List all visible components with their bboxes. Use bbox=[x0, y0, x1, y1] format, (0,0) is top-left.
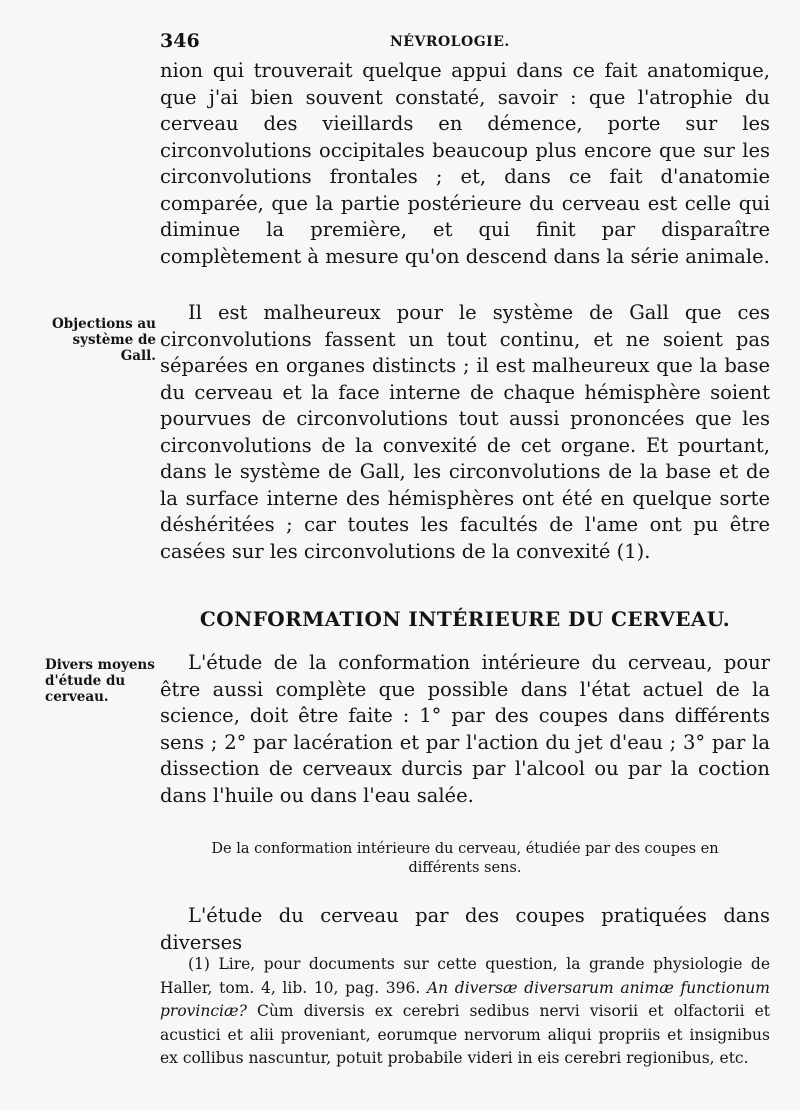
page-header bbox=[160, 30, 770, 58]
footnote-lead: (1) Lire, pour documents sur cette question, la grande physiologie de Haller, tom. 4, lib. 10, pag. 396. bbox=[160, 955, 770, 997]
margin-note-gall-objections: Objections au système de Gall. bbox=[52, 316, 156, 364]
footnote bbox=[160, 953, 770, 1071]
subheading: De la conformation intérieure du cerveau, étudiée par des coupes en différents sens. bbox=[211, 841, 719, 876]
margin-note-study-methods: Divers moyens d'étude du cerveau. bbox=[45, 657, 155, 705]
page-number: 346 bbox=[160, 30, 200, 52]
paragraph-4: L'étude du cerveau par des coupes pratiquées dans diverses bbox=[160, 904, 770, 954]
footnote-rest: Cùm diversis ex cerebri sedibus nervi visorii et olfactorii et acustici et alii proveniant, eorumque nervorum aliqui propriis et insignibus ex collibus nascuntur, potuit probabile videri in eis cerebri regionibus, etc. bbox=[160, 1002, 770, 1067]
section-heading: CONFORMATION INTÉRIEURE DU CERVEAU. bbox=[199, 607, 731, 631]
paragraph-3: L'étude de la conformation intérieure du cerveau, pour être aussi complète que possible dans l'état actuel de la science, doit être faite : 1° par des coupes dans différents sens ; 2° par lacération et par l'action du jet d'eau ; 3° par la dissection de cerveaux durcis par l'alcool ou par la coction dans l'huile ou dans l'eau salée. bbox=[160, 651, 770, 807]
paragraph-1: nion qui trouverait quelque appui dans ce fait anatomique, que j'ai bien souvent constaté, savoir : que l'atrophie du cerveau des vieillards en démence, porte sur les circonvolutions occipitales beaucoup plus encore que sur les circonvolutions frontales ; et, dans ce fait d'anatomie comparée, que la partie postérieure du cerveau est celle qui diminue la première, et qui finit par disparaître complètement à mesure qu'on descend dans la série animale. bbox=[160, 59, 770, 268]
running-head: NÉVROLOGIE. bbox=[390, 34, 510, 50]
paragraph-2: Il est malheureux pour le système de Gall que ces circonvolutions fassent un tout continu, et ne soient pas séparées en organes distincts ; il est malheureux que la base du cerveau et la face interne de chaque hémisphère soient pourvues de circonvolutions tout aussi prononcées que les circonvolutions de la convexité de cet organe. Et pourtant, dans le système de Gall, les circonvolutions de la base et de la surface interne des hémisphères ont été en quelque sorte déshéritées ; car toutes les facultés de l'ame ont pu être casées sur les circonvolutions de la convexité (1). bbox=[160, 301, 770, 563]
footnote-italic: An diversæ diversarum animæ functionum provinciæ? bbox=[160, 978, 770, 1020]
